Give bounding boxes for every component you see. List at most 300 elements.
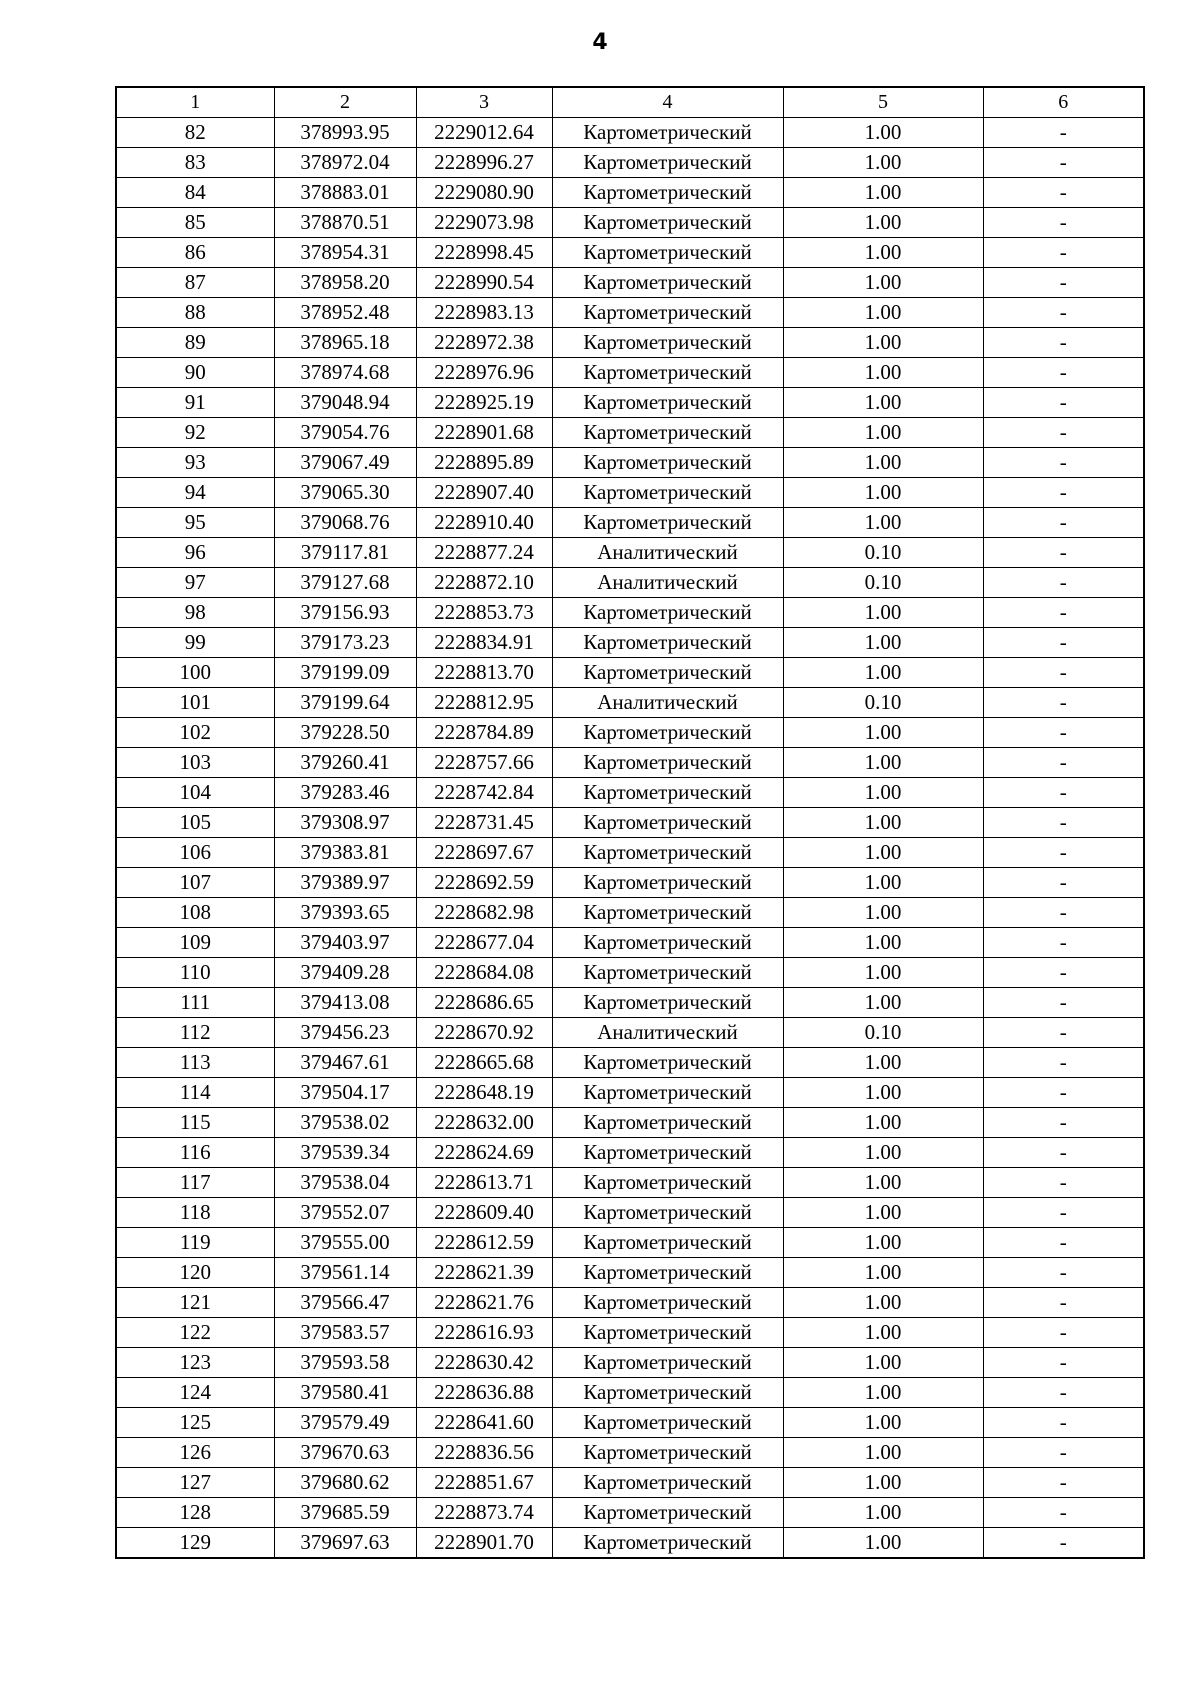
y-coordinate-cell: 2228910.40	[416, 508, 552, 538]
method-cell: Картометрический	[552, 1168, 783, 1198]
table-row	[116, 178, 1144, 208]
x-coordinate-cell: 379117.81	[274, 538, 416, 568]
x-coordinate-cell: 379068.76	[274, 508, 416, 538]
accuracy-cell: 1.00	[783, 328, 983, 358]
accuracy-cell: 1.00	[783, 388, 983, 418]
point-number-cell: 126	[116, 1438, 274, 1468]
table-row	[116, 1408, 1144, 1438]
x-coordinate-cell: 379283.46	[274, 778, 416, 808]
table-header-row	[116, 87, 1144, 118]
y-coordinate-cell: 2228976.96	[416, 358, 552, 388]
description-cell: -	[983, 718, 1144, 748]
point-number-cell: 92	[116, 418, 274, 448]
point-number-cell: 121	[116, 1288, 274, 1318]
accuracy-cell: 1.00	[783, 1348, 983, 1378]
x-coordinate-cell: 379383.81	[274, 838, 416, 868]
method-cell: Картометрический	[552, 298, 783, 328]
x-coordinate-cell: 379228.50	[274, 718, 416, 748]
accuracy-cell: 1.00	[783, 1168, 983, 1198]
description-cell: -	[983, 988, 1144, 1018]
description-cell: -	[983, 808, 1144, 838]
point-number-cell: 102	[116, 718, 274, 748]
y-coordinate-cell: 2228686.65	[416, 988, 552, 1018]
table-row	[116, 1468, 1144, 1498]
accuracy-cell: 1.00	[783, 448, 983, 478]
method-cell: Картометрический	[552, 868, 783, 898]
table-row	[116, 598, 1144, 628]
method-cell: Картометрический	[552, 328, 783, 358]
point-number-cell: 122	[116, 1318, 274, 1348]
accuracy-cell: 1.00	[783, 868, 983, 898]
method-cell: Картометрический	[552, 118, 783, 148]
accuracy-cell: 1.00	[783, 1408, 983, 1438]
method-cell: Аналитический	[552, 688, 783, 718]
column-header: 4	[552, 87, 783, 118]
point-number-cell: 100	[116, 658, 274, 688]
y-coordinate-cell: 2228996.27	[416, 148, 552, 178]
y-coordinate-cell: 2228784.89	[416, 718, 552, 748]
method-cell: Картометрический	[552, 1498, 783, 1528]
x-coordinate-cell: 379504.17	[274, 1078, 416, 1108]
y-coordinate-cell: 2228609.40	[416, 1198, 552, 1228]
table-row	[116, 1288, 1144, 1318]
point-number-cell: 117	[116, 1168, 274, 1198]
y-coordinate-cell: 2228925.19	[416, 388, 552, 418]
x-coordinate-cell: 378954.31	[274, 238, 416, 268]
point-number-cell: 86	[116, 238, 274, 268]
description-cell: -	[983, 298, 1144, 328]
y-coordinate-cell: 2228834.91	[416, 628, 552, 658]
column-header: 5	[783, 87, 983, 118]
accuracy-cell: 1.00	[783, 1318, 983, 1348]
y-coordinate-cell: 2228682.98	[416, 898, 552, 928]
method-cell: Картометрический	[552, 898, 783, 928]
x-coordinate-cell: 378965.18	[274, 328, 416, 358]
y-coordinate-cell: 2228742.84	[416, 778, 552, 808]
table-row	[116, 358, 1144, 388]
accuracy-cell: 1.00	[783, 1468, 983, 1498]
point-number-cell: 113	[116, 1048, 274, 1078]
method-cell: Картометрический	[552, 1288, 783, 1318]
description-cell: -	[983, 628, 1144, 658]
x-coordinate-cell: 378974.68	[274, 358, 416, 388]
x-coordinate-cell: 379260.41	[274, 748, 416, 778]
y-coordinate-cell: 2228813.70	[416, 658, 552, 688]
x-coordinate-cell: 379579.49	[274, 1408, 416, 1438]
accuracy-cell: 0.10	[783, 688, 983, 718]
x-coordinate-cell: 379670.63	[274, 1438, 416, 1468]
x-coordinate-cell: 379685.59	[274, 1498, 416, 1528]
method-cell: Картометрический	[552, 1528, 783, 1559]
accuracy-cell: 1.00	[783, 1078, 983, 1108]
accuracy-cell: 1.00	[783, 1438, 983, 1468]
method-cell: Картометрический	[552, 598, 783, 628]
y-coordinate-cell: 2228895.89	[416, 448, 552, 478]
table-row	[116, 508, 1144, 538]
method-cell: Картометрический	[552, 748, 783, 778]
table-row	[116, 838, 1144, 868]
y-coordinate-cell: 2228670.92	[416, 1018, 552, 1048]
point-number-cell: 82	[116, 118, 274, 148]
description-cell: -	[983, 1198, 1144, 1228]
method-cell: Картометрический	[552, 628, 783, 658]
point-number-cell: 111	[116, 988, 274, 1018]
method-cell: Картометрический	[552, 1198, 783, 1228]
x-coordinate-cell: 379156.93	[274, 598, 416, 628]
table-row	[116, 1078, 1144, 1108]
table-row	[116, 1198, 1144, 1228]
y-coordinate-cell: 2228630.42	[416, 1348, 552, 1378]
point-number-cell: 114	[116, 1078, 274, 1108]
accuracy-cell: 1.00	[783, 958, 983, 988]
y-coordinate-cell: 2228641.60	[416, 1408, 552, 1438]
y-coordinate-cell: 2228972.38	[416, 328, 552, 358]
description-cell: -	[983, 178, 1144, 208]
accuracy-cell: 1.00	[783, 118, 983, 148]
page-number: 4	[592, 30, 608, 55]
table-row	[116, 988, 1144, 1018]
accuracy-cell: 1.00	[783, 148, 983, 178]
y-coordinate-cell: 2228621.39	[416, 1258, 552, 1288]
x-coordinate-cell: 378870.51	[274, 208, 416, 238]
x-coordinate-cell: 379199.64	[274, 688, 416, 718]
y-coordinate-cell: 2228873.74	[416, 1498, 552, 1528]
column-header: 3	[416, 87, 552, 118]
point-number-cell: 93	[116, 448, 274, 478]
y-coordinate-cell: 2228851.67	[416, 1468, 552, 1498]
point-number-cell: 88	[116, 298, 274, 328]
coordinates-table	[115, 86, 1145, 1559]
accuracy-cell: 1.00	[783, 358, 983, 388]
table-row	[116, 1108, 1144, 1138]
y-coordinate-cell: 2229012.64	[416, 118, 552, 148]
accuracy-cell: 1.00	[783, 748, 983, 778]
point-number-cell: 120	[116, 1258, 274, 1288]
description-cell: -	[983, 328, 1144, 358]
description-cell: -	[983, 748, 1144, 778]
table-row	[116, 958, 1144, 988]
method-cell: Картометрический	[552, 1078, 783, 1108]
table-row	[116, 328, 1144, 358]
accuracy-cell: 1.00	[783, 838, 983, 868]
accuracy-cell: 1.00	[783, 628, 983, 658]
method-cell: Картометрический	[552, 718, 783, 748]
accuracy-cell: 1.00	[783, 898, 983, 928]
y-coordinate-cell: 2229073.98	[416, 208, 552, 238]
method-cell: Аналитический	[552, 538, 783, 568]
point-number-cell: 87	[116, 268, 274, 298]
table-body	[116, 118, 1144, 1559]
table-row	[116, 658, 1144, 688]
accuracy-cell: 1.00	[783, 1378, 983, 1408]
y-coordinate-cell: 2228907.40	[416, 478, 552, 508]
table-row	[116, 538, 1144, 568]
description-cell: -	[983, 658, 1144, 688]
y-coordinate-cell: 2228697.67	[416, 838, 552, 868]
point-number-cell: 96	[116, 538, 274, 568]
description-cell: -	[983, 1138, 1144, 1168]
description-cell: -	[983, 1528, 1144, 1559]
table-row	[116, 478, 1144, 508]
description-cell: -	[983, 958, 1144, 988]
accuracy-cell: 1.00	[783, 1288, 983, 1318]
description-cell: -	[983, 778, 1144, 808]
table-row	[116, 778, 1144, 808]
x-coordinate-cell: 378952.48	[274, 298, 416, 328]
x-coordinate-cell: 379552.07	[274, 1198, 416, 1228]
point-number-cell: 105	[116, 808, 274, 838]
point-number-cell: 123	[116, 1348, 274, 1378]
accuracy-cell: 1.00	[783, 418, 983, 448]
point-number-cell: 116	[116, 1138, 274, 1168]
table-row	[116, 148, 1144, 178]
table-row	[116, 628, 1144, 658]
x-coordinate-cell: 379697.63	[274, 1528, 416, 1559]
description-cell: -	[983, 118, 1144, 148]
point-number-cell: 128	[116, 1498, 274, 1528]
description-cell: -	[983, 598, 1144, 628]
y-coordinate-cell: 2228648.19	[416, 1078, 552, 1108]
y-coordinate-cell: 2228877.24	[416, 538, 552, 568]
description-cell: -	[983, 688, 1144, 718]
x-coordinate-cell: 379054.76	[274, 418, 416, 448]
accuracy-cell: 1.00	[783, 778, 983, 808]
x-coordinate-cell: 378958.20	[274, 268, 416, 298]
table-row	[116, 568, 1144, 598]
point-number-cell: 107	[116, 868, 274, 898]
column-header: 1	[116, 87, 274, 118]
method-cell: Картометрический	[552, 958, 783, 988]
method-cell: Картометрический	[552, 1258, 783, 1288]
point-number-cell: 104	[116, 778, 274, 808]
y-coordinate-cell: 2228616.93	[416, 1318, 552, 1348]
description-cell: -	[983, 1258, 1144, 1288]
table-row	[116, 118, 1144, 148]
table-row	[116, 1528, 1144, 1559]
table-row	[116, 1168, 1144, 1198]
y-coordinate-cell: 2228901.68	[416, 418, 552, 448]
method-cell: Картометрический	[552, 808, 783, 838]
method-cell: Картометрический	[552, 658, 783, 688]
description-cell: -	[983, 388, 1144, 418]
x-coordinate-cell: 379580.41	[274, 1378, 416, 1408]
description-cell: -	[983, 838, 1144, 868]
table-row	[116, 1018, 1144, 1048]
x-coordinate-cell: 378883.01	[274, 178, 416, 208]
method-cell: Картометрический	[552, 1228, 783, 1258]
table-row	[116, 1138, 1144, 1168]
accuracy-cell: 1.00	[783, 298, 983, 328]
y-coordinate-cell: 2228636.88	[416, 1378, 552, 1408]
table-row	[116, 1348, 1144, 1378]
y-coordinate-cell: 2228983.13	[416, 298, 552, 328]
y-coordinate-cell: 2229080.90	[416, 178, 552, 208]
accuracy-cell: 1.00	[783, 478, 983, 508]
y-coordinate-cell: 2228836.56	[416, 1438, 552, 1468]
point-number-cell: 110	[116, 958, 274, 988]
point-number-cell: 90	[116, 358, 274, 388]
table-row	[116, 418, 1144, 448]
point-number-cell: 129	[116, 1528, 274, 1559]
table-row	[116, 898, 1144, 928]
x-coordinate-cell: 378972.04	[274, 148, 416, 178]
method-cell: Аналитический	[552, 1018, 783, 1048]
y-coordinate-cell: 2228757.66	[416, 748, 552, 778]
method-cell: Картометрический	[552, 988, 783, 1018]
table-row	[116, 1318, 1144, 1348]
table-row	[116, 1258, 1144, 1288]
table-row	[116, 238, 1144, 268]
description-cell: -	[983, 1378, 1144, 1408]
description-cell: -	[983, 508, 1144, 538]
description-cell: -	[983, 868, 1144, 898]
description-cell: -	[983, 1468, 1144, 1498]
point-number-cell: 97	[116, 568, 274, 598]
y-coordinate-cell: 2228812.95	[416, 688, 552, 718]
accuracy-cell: 1.00	[783, 1498, 983, 1528]
x-coordinate-cell: 379456.23	[274, 1018, 416, 1048]
table-row	[116, 808, 1144, 838]
x-coordinate-cell: 379566.47	[274, 1288, 416, 1318]
y-coordinate-cell: 2228692.59	[416, 868, 552, 898]
description-cell: -	[983, 1168, 1144, 1198]
method-cell: Картометрический	[552, 358, 783, 388]
accuracy-cell: 1.00	[783, 178, 983, 208]
point-number-cell: 89	[116, 328, 274, 358]
method-cell: Картометрический	[552, 148, 783, 178]
method-cell: Картометрический	[552, 1468, 783, 1498]
description-cell: -	[983, 238, 1144, 268]
accuracy-cell: 1.00	[783, 1198, 983, 1228]
y-coordinate-cell: 2228853.73	[416, 598, 552, 628]
method-cell: Аналитический	[552, 568, 783, 598]
method-cell: Картометрический	[552, 388, 783, 418]
point-number-cell: 119	[116, 1228, 274, 1258]
method-cell: Картометрический	[552, 1048, 783, 1078]
table-row	[116, 1498, 1144, 1528]
accuracy-cell: 1.00	[783, 1138, 983, 1168]
x-coordinate-cell: 379067.49	[274, 448, 416, 478]
point-number-cell: 101	[116, 688, 274, 718]
description-cell: -	[983, 1228, 1144, 1258]
description-cell: -	[983, 268, 1144, 298]
point-number-cell: 112	[116, 1018, 274, 1048]
method-cell: Картометрический	[552, 478, 783, 508]
table-row	[116, 448, 1144, 478]
x-coordinate-cell: 379403.97	[274, 928, 416, 958]
point-number-cell: 127	[116, 1468, 274, 1498]
table-row	[116, 688, 1144, 718]
accuracy-cell: 1.00	[783, 238, 983, 268]
accuracy-cell: 1.00	[783, 1228, 983, 1258]
point-number-cell: 106	[116, 838, 274, 868]
description-cell: -	[983, 538, 1144, 568]
y-coordinate-cell: 2228990.54	[416, 268, 552, 298]
x-coordinate-cell: 379199.09	[274, 658, 416, 688]
x-coordinate-cell: 378993.95	[274, 118, 416, 148]
description-cell: -	[983, 358, 1144, 388]
description-cell: -	[983, 478, 1144, 508]
method-cell: Картометрический	[552, 178, 783, 208]
description-cell: -	[983, 1078, 1144, 1108]
method-cell: Картометрический	[552, 238, 783, 268]
x-coordinate-cell: 379561.14	[274, 1258, 416, 1288]
accuracy-cell: 1.00	[783, 208, 983, 238]
x-coordinate-cell: 379308.97	[274, 808, 416, 838]
description-cell: -	[983, 448, 1144, 478]
table-row	[116, 748, 1144, 778]
x-coordinate-cell: 379393.65	[274, 898, 416, 928]
accuracy-cell: 0.10	[783, 568, 983, 598]
y-coordinate-cell: 2228612.59	[416, 1228, 552, 1258]
point-number-cell: 85	[116, 208, 274, 238]
table-row	[116, 1228, 1144, 1258]
point-number-cell: 98	[116, 598, 274, 628]
point-number-cell: 94	[116, 478, 274, 508]
table-row	[116, 928, 1144, 958]
accuracy-cell: 0.10	[783, 538, 983, 568]
point-number-cell: 103	[116, 748, 274, 778]
y-coordinate-cell: 2228621.76	[416, 1288, 552, 1318]
description-cell: -	[983, 1288, 1144, 1318]
x-coordinate-cell: 379539.34	[274, 1138, 416, 1168]
x-coordinate-cell: 379555.00	[274, 1228, 416, 1258]
accuracy-cell: 1.00	[783, 1108, 983, 1138]
point-number-cell: 84	[116, 178, 274, 208]
point-number-cell: 91	[116, 388, 274, 418]
table-row	[116, 388, 1144, 418]
y-coordinate-cell: 2228665.68	[416, 1048, 552, 1078]
x-coordinate-cell: 379413.08	[274, 988, 416, 1018]
method-cell: Картометрический	[552, 778, 783, 808]
description-cell: -	[983, 568, 1144, 598]
point-number-cell: 83	[116, 148, 274, 178]
accuracy-cell: 1.00	[783, 268, 983, 298]
method-cell: Картометрический	[552, 1108, 783, 1138]
accuracy-cell: 1.00	[783, 598, 983, 628]
x-coordinate-cell: 379048.94	[274, 388, 416, 418]
table-row	[116, 1378, 1144, 1408]
method-cell: Картометрический	[552, 1348, 783, 1378]
x-coordinate-cell: 379065.30	[274, 478, 416, 508]
y-coordinate-cell: 2228677.04	[416, 928, 552, 958]
description-cell: -	[983, 1498, 1144, 1528]
accuracy-cell: 1.00	[783, 1258, 983, 1288]
point-number-cell: 124	[116, 1378, 274, 1408]
method-cell: Картометрический	[552, 418, 783, 448]
table-row	[116, 1048, 1144, 1078]
y-coordinate-cell: 2228613.71	[416, 1168, 552, 1198]
description-cell: -	[983, 1048, 1144, 1078]
y-coordinate-cell: 2228998.45	[416, 238, 552, 268]
y-coordinate-cell: 2228901.70	[416, 1528, 552, 1559]
description-cell: -	[983, 1438, 1144, 1468]
point-number-cell: 125	[116, 1408, 274, 1438]
accuracy-cell: 1.00	[783, 1528, 983, 1559]
description-cell: -	[983, 1018, 1144, 1048]
method-cell: Картометрический	[552, 928, 783, 958]
x-coordinate-cell: 379680.62	[274, 1468, 416, 1498]
y-coordinate-cell: 2228632.00	[416, 1108, 552, 1138]
method-cell: Картометрический	[552, 1408, 783, 1438]
table-row	[116, 718, 1144, 748]
description-cell: -	[983, 1348, 1144, 1378]
column-header: 2	[274, 87, 416, 118]
point-number-cell: 109	[116, 928, 274, 958]
method-cell: Картометрический	[552, 508, 783, 538]
table-row	[116, 298, 1144, 328]
point-number-cell: 115	[116, 1108, 274, 1138]
